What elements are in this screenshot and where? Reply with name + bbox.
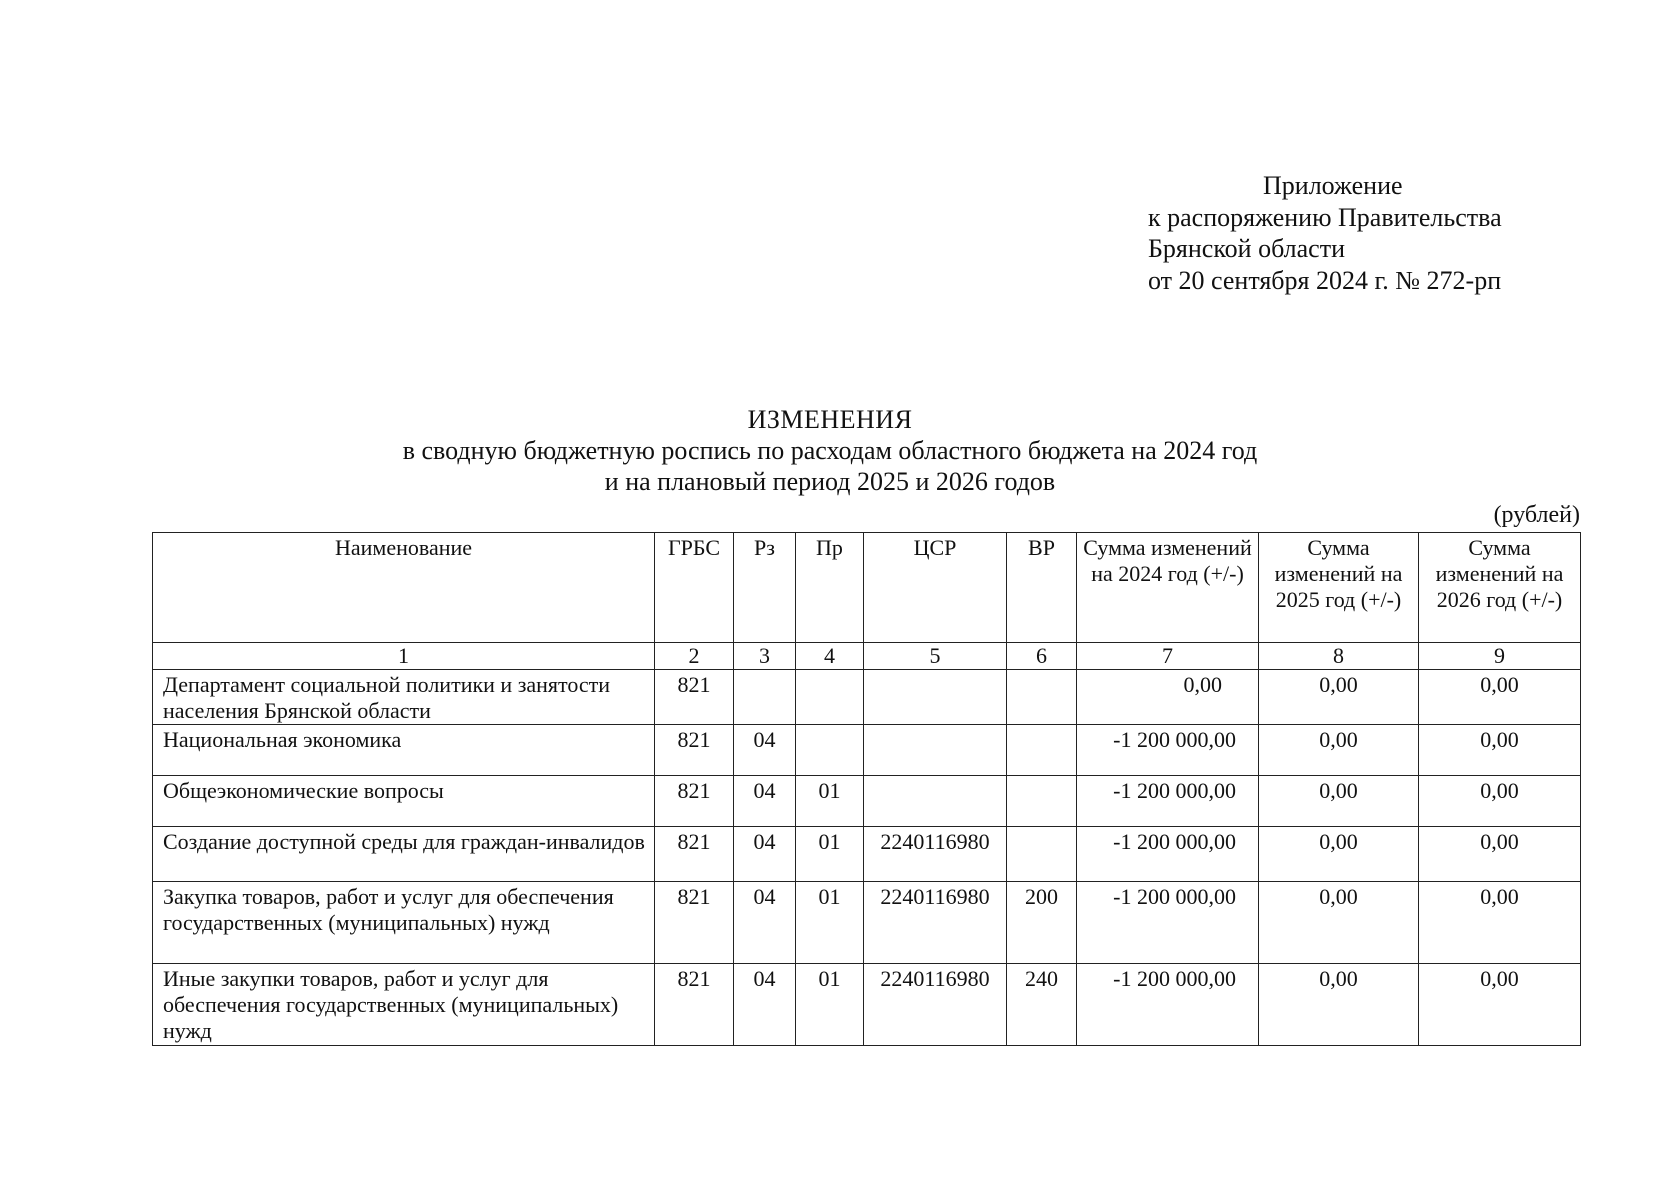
cell-pr [796,725,864,776]
cell-sum-2026: 0,00 [1419,776,1581,827]
cell-name: Национальная экономика [153,725,655,776]
cell-sum-2025: 0,00 [1259,964,1419,1046]
cell-rz: 04 [734,827,796,882]
column-header: ВР [1007,533,1077,643]
cell-grbs: 821 [655,882,734,964]
cell-pr: 01 [796,964,864,1046]
column-number: 8 [1259,643,1419,670]
cell-pr: 01 [796,776,864,827]
appendix-title: Приложение [1263,171,1403,200]
cell-rz: 04 [734,776,796,827]
cell-sum-2024: -1 200 000,00 [1077,725,1259,776]
column-number: 6 [1007,643,1077,670]
cell-name: Департамент социальной политики и занятости населения Брянской области [153,670,655,725]
cell-vr [1007,827,1077,882]
table-row [153,964,1581,1046]
appendix-date-number: от 20 сентября 2024 г. № 272-рп [1148,265,1502,295]
cell-vr [1007,776,1077,827]
column-header: Пр [796,533,864,643]
cell-sum-2026: 0,00 [1419,964,1581,1046]
cell-csr [864,776,1007,827]
cell-pr [796,670,864,725]
cell-sum-2025: 0,00 [1259,827,1419,882]
cell-sum-2024: 0,00 [1077,670,1259,725]
cell-csr: 2240116980 [864,964,1007,1046]
table-row [153,670,1581,725]
table-row [153,827,1581,882]
cell-grbs: 821 [655,725,734,776]
cell-vr [1007,670,1077,725]
cell-rz: 04 [734,882,796,964]
column-header: Сумма изменений на 2025 год (+/-) [1259,533,1419,643]
column-number: 9 [1419,643,1581,670]
cell-sum-2026: 0,00 [1419,882,1581,964]
table-row [153,882,1581,964]
cell-grbs: 821 [655,776,734,827]
cell-sum-2026: 0,00 [1419,670,1581,725]
cell-csr [864,725,1007,776]
cell-rz [734,670,796,725]
appendix-line: к распоряжению Правительства [1148,202,1502,232]
document-title [150,404,1510,497]
column-number: 1 [153,643,655,670]
cell-sum-2024: -1 200 000,00 [1077,882,1259,964]
cell-pr: 01 [796,882,864,964]
cell-rz: 04 [734,725,796,776]
cell-vr: 240 [1007,964,1077,1046]
cell-name: Закупка товаров, работ и услуг для обеспечения государственных (муниципальных) нужд [153,882,655,964]
column-header: Рз [734,533,796,643]
cell-vr: 200 [1007,882,1077,964]
column-number: 7 [1077,643,1259,670]
cell-sum-2024: -1 200 000,00 [1077,964,1259,1046]
cell-sum-2025: 0,00 [1259,725,1419,776]
column-header: Наименование [153,533,655,643]
table-row [153,776,1581,827]
column-header: ЦСР [864,533,1007,643]
cell-sum-2024: -1 200 000,00 [1077,776,1259,827]
cell-grbs: 821 [655,827,734,882]
cell-name: Общеэкономические вопросы [153,776,655,827]
column-number: 5 [864,643,1007,670]
cell-sum-2025: 0,00 [1259,776,1419,827]
column-header: Сумма изменений на 2026 год (+/-) [1419,533,1581,643]
units-label: (рублей) [1493,502,1580,528]
appendix-block [1148,170,1502,296]
cell-name: Иные закупки товаров, работ и услуг для обеспечения государственных (муниципальных) нужд [153,964,655,1046]
cell-csr: 2240116980 [864,882,1007,964]
cell-csr: 2240116980 [864,827,1007,882]
column-header: Сумма изменений на 2024 год (+/-) [1077,533,1259,643]
cell-sum-2026: 0,00 [1419,725,1581,776]
cell-grbs: 821 [655,670,734,725]
cell-csr [864,670,1007,725]
column-number-row [153,643,1581,670]
column-header: ГРБС [655,533,734,643]
cell-sum-2026: 0,00 [1419,827,1581,882]
cell-grbs: 821 [655,964,734,1046]
cell-sum-2025: 0,00 [1259,670,1419,725]
title-heading: ИЗМЕНЕНИЯ [747,405,913,434]
cell-name: Создание доступной среды для граждан-инвалидов [153,827,655,882]
column-number: 3 [734,643,796,670]
cell-rz: 04 [734,964,796,1046]
table-header-row [153,533,1581,643]
cell-sum-2024: -1 200 000,00 [1077,827,1259,882]
budget-changes-table [152,532,1581,1046]
cell-pr: 01 [796,827,864,882]
appendix-line: Брянской области [1148,234,1345,263]
cell-sum-2025: 0,00 [1259,882,1419,964]
column-number: 2 [655,643,734,670]
column-number: 4 [796,643,864,670]
table-row [153,725,1581,776]
title-line: и на плановый период 2025 и 2026 годов [604,467,1056,496]
cell-vr [1007,725,1077,776]
title-line: в сводную бюджетную роспись по расходам областного бюджета на 2024 год [402,436,1258,465]
